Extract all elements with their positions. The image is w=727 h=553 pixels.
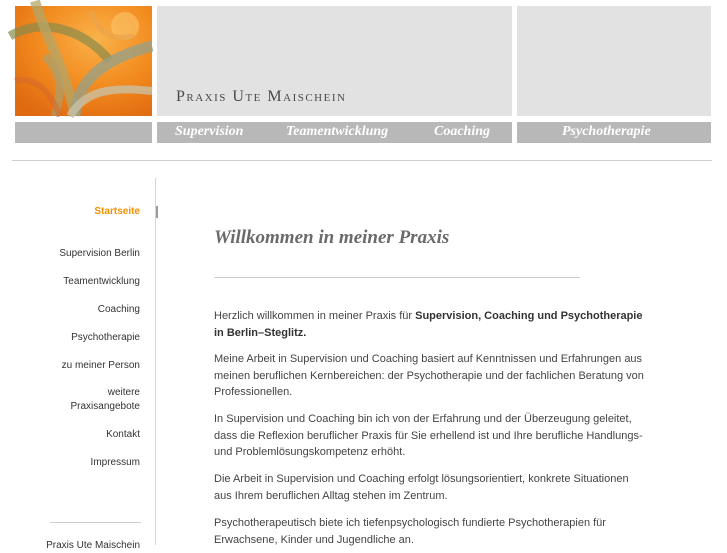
sidebar-footer-label[interactable]: Praxis Ute Maischein	[46, 540, 140, 551]
content-paragraph: In Supervision und Coaching bin ich von der Erfahrung und der Überzeugung geleitet, dass die Reflexion beruflicher Praxis für Sie erhellend ist und Ihre berufliche Handlungs- und Problemlösungskompetenz erhöht.	[214, 413, 643, 458]
content-paragraph: Psychotherapeutisch biete ich tiefenpsychologisch fundierte Psychotherapien für Erwachsene, Kinder und Jugendliche an.	[214, 517, 606, 546]
content-paragraph: Meine Arbeit in Supervision und Coaching basiert auf Kenntnissen und Erfahrungen aus meinen beruflichen Kernbereichen: der Psychotherapie und der fachlichen Beratung von Professionellen.	[214, 353, 644, 398]
sidebar-item-zu-meiner-person[interactable]: zu meiner Person	[61, 360, 140, 371]
logo-painting-icon	[15, 6, 152, 116]
sidebar-item-supervision-berlin[interactable]: Supervision Berlin	[59, 248, 140, 259]
sidebar-item-startseite[interactable]: Startseite	[94, 206, 140, 217]
content-paragraph: Die Arbeit in Supervision und Coaching erfolgt lösungsorientiert, konkrete Situationen aus Ihrem beruflichen Alltag stehen im Zentrum.	[214, 473, 629, 502]
nav-teamentwicklung[interactable]: Teamentwicklung	[286, 124, 389, 139]
nav-bar-main	[157, 122, 512, 143]
sidebar-item-psychotherapie[interactable]: Psychotherapie	[71, 332, 140, 343]
nav-supervision[interactable]: Supervision	[175, 124, 244, 139]
sidebar-item-label-line2: Praxisangebote	[70, 401, 140, 412]
intro-bold: Supervision, Coaching und Psychotherapie in Berlin–Steglitz.	[214, 310, 643, 339]
sidebar-item-kontakt[interactable]: Kontakt	[106, 429, 140, 440]
sidebar-divider	[50, 522, 141, 523]
nav-coaching[interactable]: Coaching	[434, 124, 491, 139]
site-title[interactable]: Praxis Ute Maischein	[176, 88, 347, 105]
sidebar-separator	[155, 178, 156, 545]
logo-image[interactable]	[15, 6, 152, 116]
sidebar-item-weitere-praxisangebote[interactable]	[71, 386, 141, 414]
intro-prefix: Herzlich willkommen in meiner Praxis für	[214, 310, 416, 322]
intro-paragraph	[214, 308, 644, 341]
nav-psychotherapie[interactable]: Psychotherapie	[562, 124, 651, 139]
sidebar-item-impressum[interactable]: Impressum	[90, 457, 140, 468]
heading-divider	[214, 277, 580, 278]
sidebar-item-coaching[interactable]: Coaching	[97, 304, 140, 315]
page-title: Willkommen in meiner Praxis	[214, 227, 450, 248]
sidebar-item-label-line1: weitere	[107, 387, 140, 398]
active-item-marker	[156, 206, 158, 218]
sidebar-item-teamentwicklung[interactable]: Teamentwicklung	[63, 276, 140, 287]
nav-bar-left	[15, 122, 152, 143]
nav-bar-right	[517, 122, 711, 143]
header-right-box	[517, 6, 711, 116]
header-title-box	[157, 6, 512, 116]
header-divider	[12, 160, 712, 161]
